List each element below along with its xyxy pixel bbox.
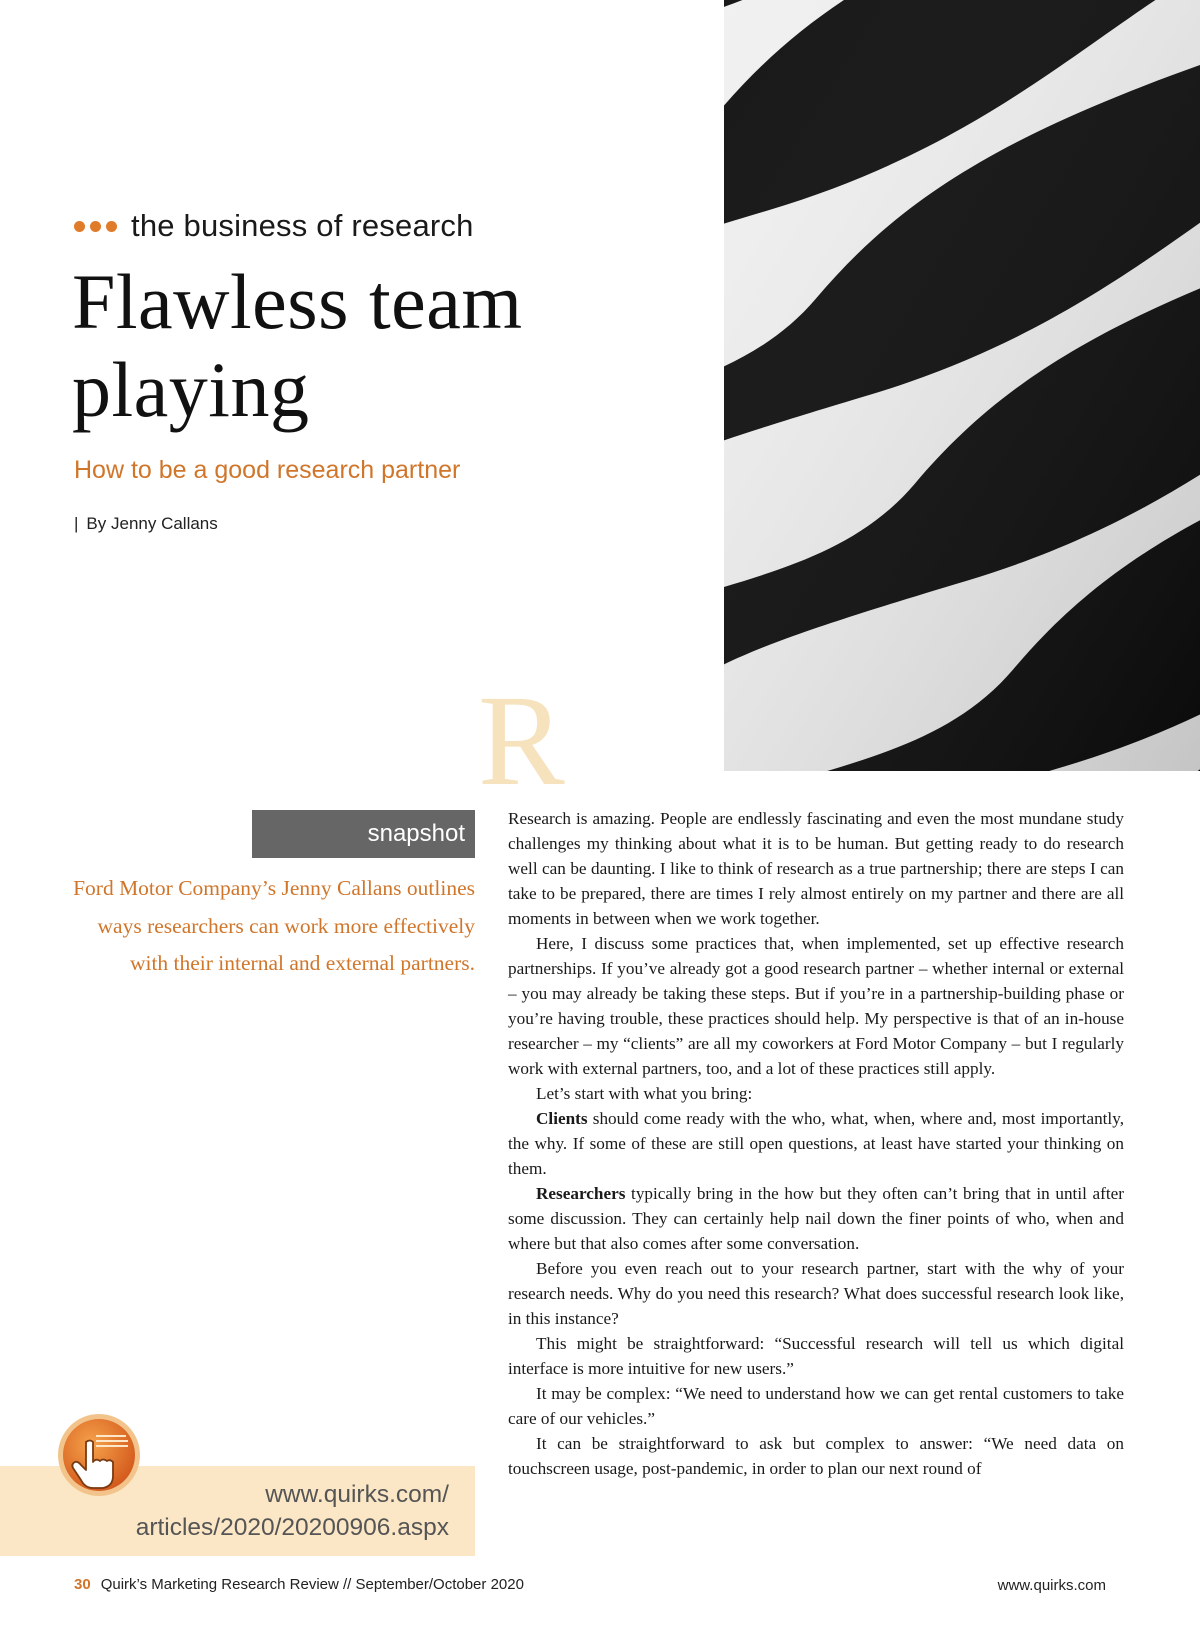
bold-term: Researchers [536, 1184, 626, 1203]
article-body [508, 806, 1124, 1481]
body-paragraph: Research is amazing. People are endlessly fascinating and even the most mundane study challenges my thinking about what it is to be human. But getting ready to do research well can be daunting. I like to think of research as a true partnership; there are steps I can take to be prepared, there are times I rely almost entirely on my partner and there are all moments in between when we work together. [508, 809, 1124, 928]
publication-name: Quirk’s Marketing Research Review // September/October 2020 [100, 1576, 524, 1593]
byline [74, 514, 218, 534]
snapshot-summary: Ford Motor Company’s Jenny Callans outlines ways researchers can work more effectively with their internal and external partners. [73, 876, 475, 976]
byline-divider: | [74, 514, 79, 533]
footer-publication [74, 1576, 524, 1593]
body-paragraph: This might be straightforward: “Successful research will tell us which digital interface is more intuitive for new users.” [508, 1334, 1124, 1378]
article-url-line1[interactable]: www.quirks.com/ [265, 1481, 449, 1508]
body-paragraph: Let’s start with what you bring: [536, 1084, 753, 1103]
article-url-line2[interactable]: articles/2020/20200906.aspx [135, 1514, 449, 1541]
footer-website[interactable]: www.quirks.com [997, 1577, 1106, 1594]
article-subtitle: How to be a good research partner [74, 456, 461, 484]
snapshot-label: snapshot [252, 810, 475, 858]
section-kicker [74, 206, 474, 246]
body-paragraph: Here, I discuss some practices that, when implemented, set up effective research partnerships. If you’ve already got a good research partner – whether internal or external – you may already be taking these steps. But if you’re in a partnership-building phase or you’re having trouble, these practices should help. My perspective is that of an in-house researcher – my “clients” are all my coworkers at Ford Motor Company – but I regularly work with external partners, too, and a lot of these practices still apply. [508, 934, 1124, 1078]
kicker-text: the business of research [131, 208, 474, 243]
striped-fabric-image [724, 0, 1200, 771]
body-paragraph: Before you even reach out to your research partner, start with the why of your research needs. Why do you need this research? What does successful research look like, in this instance? [508, 1259, 1124, 1328]
hero-photo [724, 0, 1200, 771]
author-name: By Jenny Callans [86, 514, 218, 533]
body-paragraph: It may be complex: “We need to understand how we can get rental customers to take care of our vehicles.” [508, 1384, 1124, 1428]
bold-term: Clients [536, 1109, 588, 1128]
paragraph-text: should come ready with the who, what, when, where and, most importantly, the why. If some of these are still open questions, at least have started your thinking on them. [508, 1109, 1124, 1178]
drop-cap: R [478, 669, 565, 813]
body-paragraph [508, 1106, 1124, 1181]
body-paragraph: It can be straightforward to ask but complex to answer: “We need data on touchscreen usage, post-pandemic, in order to plan our next round of [508, 1434, 1124, 1478]
kicker-dots [74, 221, 117, 232]
hand-pointer-icon [56, 1412, 142, 1498]
article-title: Flawless team playing [72, 258, 523, 433]
body-paragraph [508, 1181, 1124, 1256]
paragraph-text: typically bring in the how but they often can’t bring that in until after some discussion. They can certainly help nail down the finer points of who, when and where but that also comes after some conversation. [508, 1184, 1124, 1253]
page-number: 30 [74, 1576, 91, 1593]
